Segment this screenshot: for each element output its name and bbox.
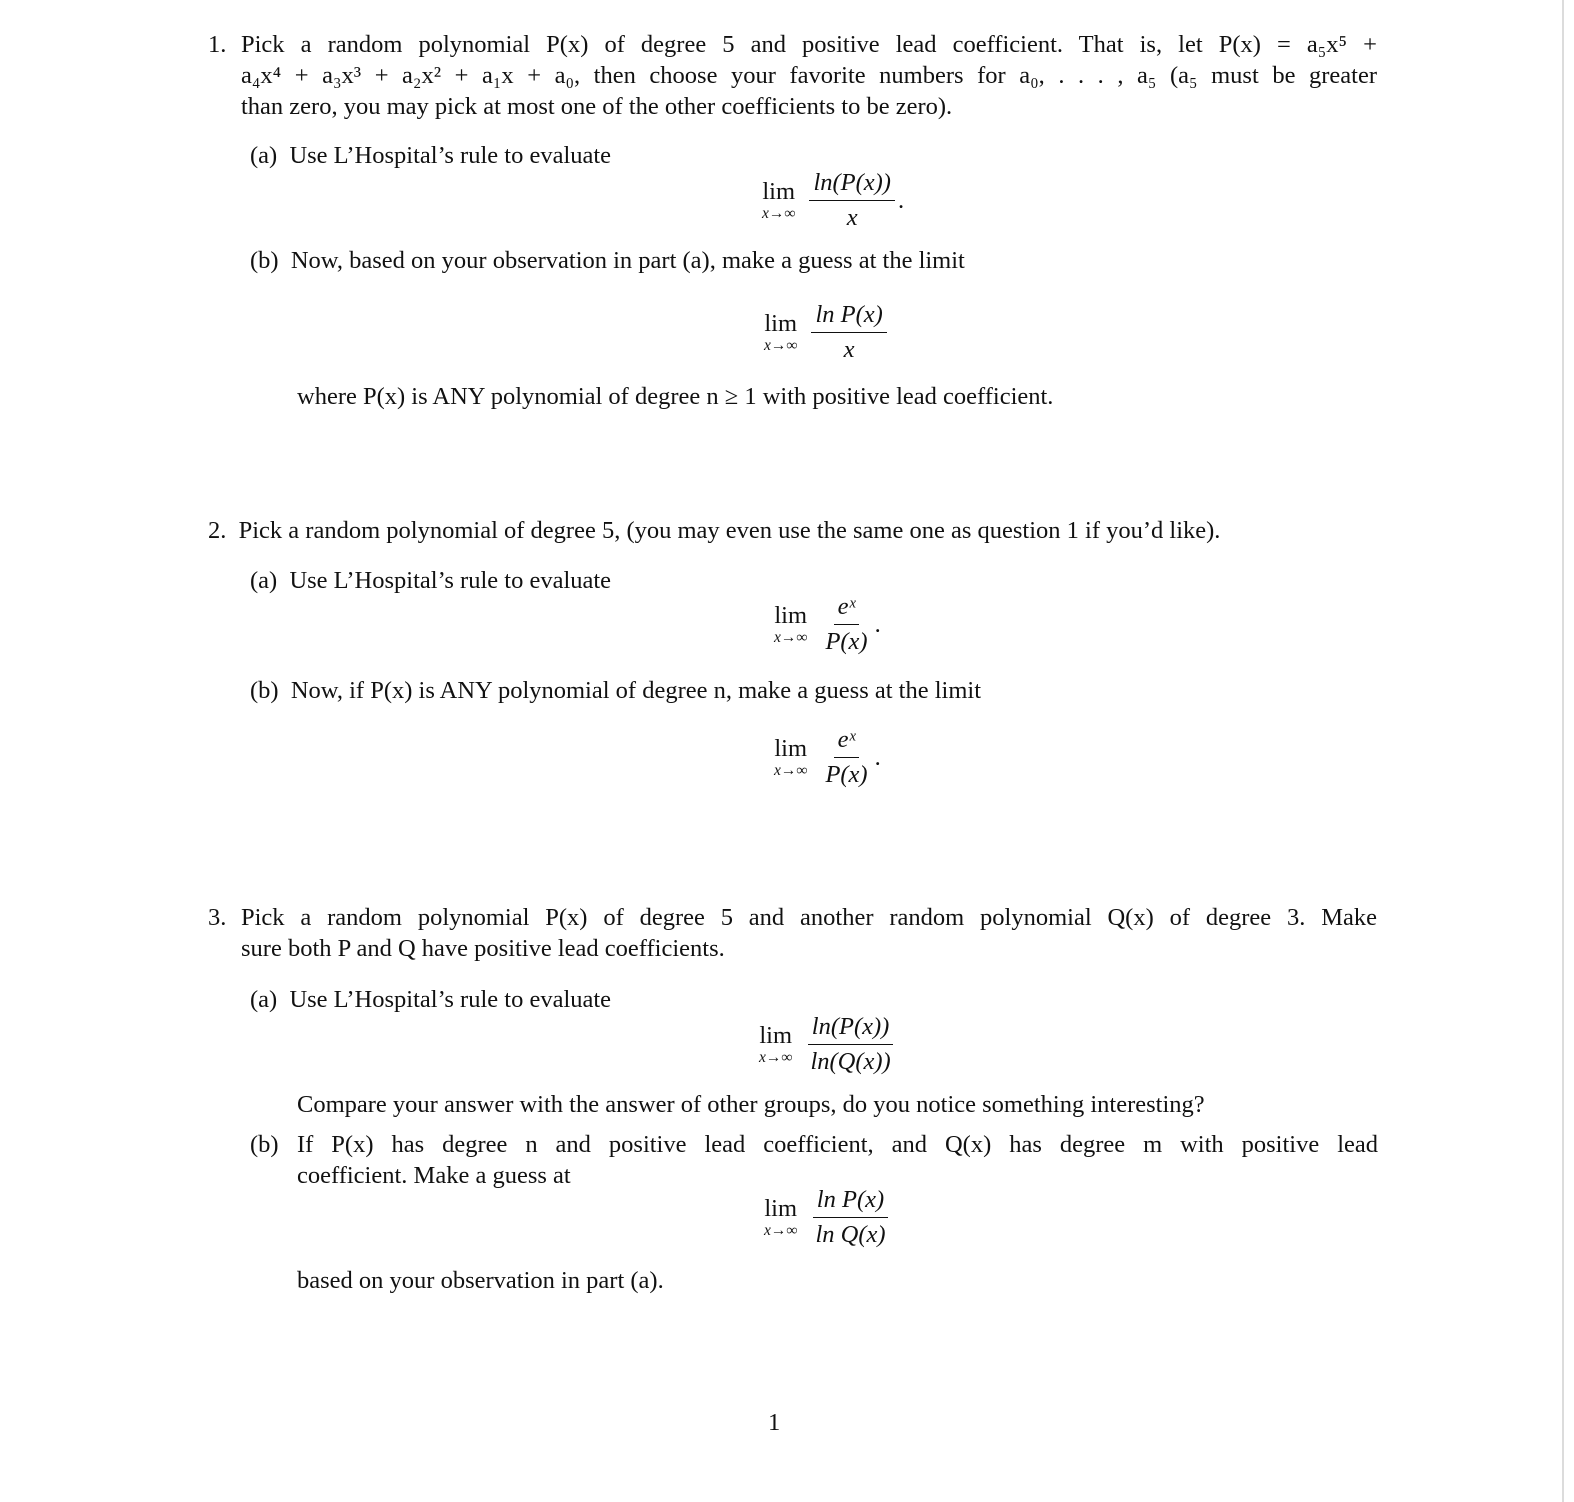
problem-intro [241,29,1377,122]
intro-line-2 [241,60,1377,91]
part-label: (b) [250,677,279,704]
part-text: Use L’Hospital’s rule to evaluate [289,986,612,1013]
limit-expression-2a [774,592,881,657]
problem-intro: Pick a random polynomial of degree 5, (you may even use the same one as question 1 if you’d like). [238,517,1221,544]
note-text: Compare your answer with the answer of other groups, do you notice something interesting? [297,1091,1205,1118]
limit-operator [762,179,795,223]
numerator: ln(P(x)) [808,1012,894,1045]
part-text: Now, if P(x) is ANY polynomial of degree n, make a guess at the limit [290,677,982,704]
problem-number: 2. [208,517,227,544]
part-label: (a) [250,986,278,1013]
part-1b-note [297,381,1053,412]
part-label: (b) [250,1131,279,1158]
denominator: x [843,336,855,363]
lim-subscript: x→∞ [774,628,808,646]
numerator: ln(P(x)) [809,168,895,201]
text-run: Pick a random polynomial P(x) of degree 5 and positive lead coefficient. That is, let P(x) = a₅x⁵ + [241,31,1377,58]
lim-word: lim [774,601,808,629]
limit-operator [764,311,797,355]
fraction [811,1185,889,1250]
fraction [811,300,886,365]
lim-word: lim [764,1194,798,1222]
lim-subscript: x→∞ [764,1221,798,1239]
problem-number: 3. [208,904,227,931]
lim-word: lim [762,177,796,205]
part-2a [250,565,611,596]
text-run: coefficient. Make a guess at [297,1162,571,1189]
part-text-line-1 [297,1129,1378,1160]
problem-intro [241,902,1377,964]
punctuation: . [874,744,881,771]
part-3a [250,984,611,1015]
text-run: sure both P and Q have positive lead coefficients. [241,935,725,962]
limit-expression-3b [764,1185,890,1250]
part-label: (b) [250,247,279,274]
part-text: Now, based on your observation in part (a), make a guess at the limit [290,247,965,274]
lim-subscript: x→∞ [764,336,798,354]
limit-operator [764,1196,797,1240]
text-run: a₄x⁴ + a₃x³ + a₂x² + a₁x + a₀, then choose your favorite numbers for a₀, . . . , a₅ (a₅ must be greater [241,62,1377,89]
numerator: eˣ [834,725,860,758]
punctuation: . [874,611,881,638]
problem-2 [208,515,1220,546]
numerator: eˣ [834,592,860,625]
limit-expression-1b [764,300,887,365]
intro-line-2 [241,933,1377,964]
part-label: (a) [250,142,278,169]
part-text: Use L’Hospital’s rule to evaluate [289,142,612,169]
lim-word: lim [759,1021,793,1049]
limit-operator [774,736,807,780]
part-3b-label [250,1129,279,1160]
numerator: ln P(x) [811,300,886,333]
denominator: x [846,204,858,231]
part-3b-note [297,1265,664,1296]
part-label: (a) [250,567,278,594]
lim-subscript: x→∞ [759,1048,793,1066]
note-text: based on your observation in part (a). [297,1267,664,1294]
denominator: ln Q(x) [815,1221,886,1248]
numerator: ln P(x) [813,1185,888,1218]
problem-number: 1. [208,31,227,58]
text-run: Pick a random polynomial P(x) of degree 5 and another random polynomial Q(x) of degree 3. Make [241,904,1377,931]
text-run: than zero, you may pick at most one of the other coefficients to be zero). [241,93,953,120]
limit-expression-1a [762,168,904,233]
part-1a [250,140,611,171]
lim-word: lim [764,309,798,337]
limit-expression-3a [759,1012,895,1077]
intro-line-3 [241,91,1377,122]
part-text: Use L’Hospital’s rule to evaluate [289,567,612,594]
part-2b [250,675,981,706]
limit-operator [759,1023,792,1067]
intro-line-1 [241,902,1377,933]
denominator: P(x) [825,628,868,655]
fraction [809,168,895,233]
part-3b [297,1129,1378,1191]
lim-subscript: x→∞ [774,761,808,779]
fraction [821,592,871,657]
lim-word: lim [774,734,808,762]
page-edge-shadow [1562,0,1564,1502]
part-3a-note [297,1089,1205,1120]
note-text: where P(x) is ANY polynomial of degree n ≥ 1 with positive lead coefficient. [297,383,1054,410]
intro-line-1 [241,29,1377,60]
denominator: P(x) [825,761,868,788]
part-1b [250,245,965,276]
denominator: ln(Q(x)) [810,1048,891,1075]
fraction [821,725,871,790]
limit-operator [774,603,807,647]
limit-expression-2b [774,725,881,790]
fraction [806,1012,894,1077]
punctuation: . [897,187,905,214]
lim-subscript: x→∞ [762,204,796,222]
text-run: If P(x) has degree n and positive lead coefficient, and Q(x) has degree m with positive lead [297,1131,1378,1158]
page-number: 1 [768,1409,781,1436]
